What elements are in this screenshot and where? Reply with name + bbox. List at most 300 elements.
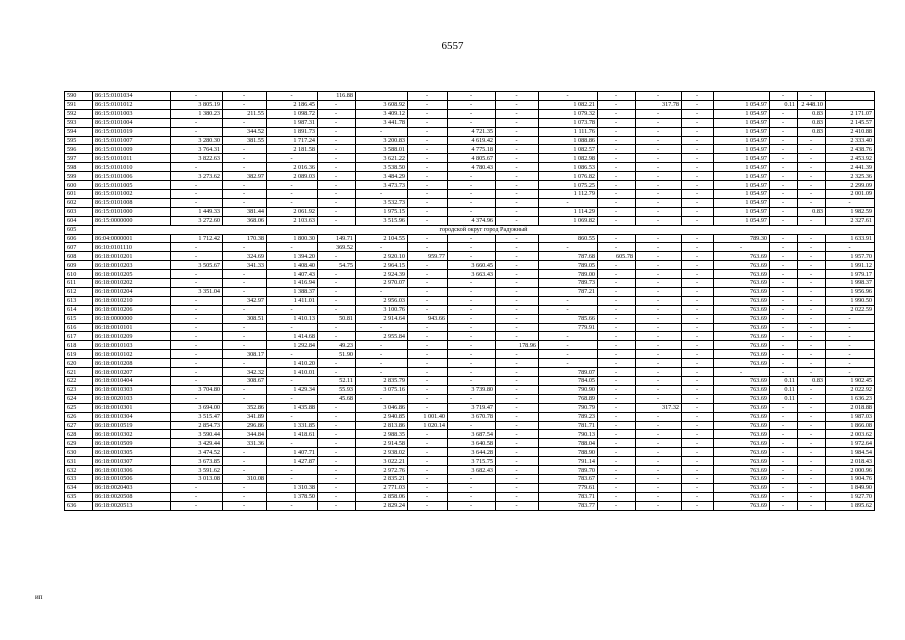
value-cell: -	[770, 412, 798, 421]
table-row	[65, 145, 875, 154]
value-cell: 3 351.04	[171, 287, 223, 296]
table-row	[65, 109, 875, 118]
value-cell: 1 388.37	[267, 287, 318, 296]
value-cell: -	[496, 421, 539, 430]
value-cell: -	[682, 154, 714, 163]
value-cell: -	[267, 474, 318, 483]
value-cell: 0.11	[770, 100, 798, 109]
value-cell: -	[448, 341, 496, 350]
value-cell: -	[770, 216, 798, 225]
value-cell: -	[171, 163, 223, 172]
value-cell: -	[318, 403, 356, 412]
value-cell: -	[682, 279, 714, 288]
value-cell: 2 103.63	[267, 216, 318, 225]
value-cell: 768.89	[539, 394, 598, 403]
value-cell: -	[770, 430, 798, 439]
cadastral-code: 86:18:0010307	[93, 457, 171, 466]
row-number: 635	[65, 492, 93, 501]
value-cell: 341.89	[223, 412, 267, 421]
value-cell: -	[496, 216, 539, 225]
value-cell: -	[318, 448, 356, 457]
value-cell: -	[408, 368, 448, 377]
value-cell: 1 082.57	[539, 145, 598, 154]
value-cell: -	[682, 287, 714, 296]
value-cell: -	[682, 430, 714, 439]
row-number: 620	[65, 359, 93, 368]
value-cell: -	[318, 421, 356, 430]
value-cell: 2 988.35	[356, 430, 408, 439]
row-number: 609	[65, 261, 93, 270]
value-cell: -	[171, 377, 223, 386]
value-cell: -	[318, 359, 356, 368]
value-cell: 52.11	[318, 377, 356, 386]
value-cell: 791.14	[539, 457, 598, 466]
value-cell: -	[682, 100, 714, 109]
value-cell: 3 013.08	[171, 474, 223, 483]
value-cell: 2 813.86	[356, 421, 408, 430]
value-cell: -	[636, 412, 682, 421]
value-cell: -	[598, 394, 636, 403]
cadastral-code: 86:15:0101003	[93, 109, 171, 118]
value-cell: -	[539, 359, 598, 368]
value-cell: -	[408, 136, 448, 145]
value-cell: -	[826, 323, 875, 332]
value-cell: 1 927.70	[826, 492, 875, 501]
value-cell: -	[598, 466, 636, 475]
value-cell: 1 975.15	[356, 207, 408, 216]
value-cell: -	[267, 501, 318, 510]
value-cell: -	[448, 189, 496, 198]
value-cell: -	[598, 198, 636, 207]
value-cell: 1 054.97	[714, 100, 770, 109]
value-cell: 2 858.06	[356, 492, 408, 501]
value-cell: -	[171, 270, 223, 279]
value-cell: 3 075.16	[356, 385, 408, 394]
value-cell: -	[770, 341, 798, 350]
cadastral-code: 86:18:0010207	[93, 368, 171, 377]
value-cell: 3 100.76	[356, 305, 408, 314]
value-cell: -	[356, 368, 408, 377]
value-cell: -	[682, 252, 714, 261]
value-cell: -	[318, 216, 356, 225]
value-cell: 763.69	[714, 483, 770, 492]
table-row	[65, 332, 875, 341]
value-cell: -	[267, 350, 318, 359]
table-row	[65, 368, 875, 377]
table-row	[65, 163, 875, 172]
value-cell: -	[448, 109, 496, 118]
value-cell: 310.08	[223, 474, 267, 483]
value-cell: -	[496, 279, 539, 288]
value-cell: 763.69	[714, 323, 770, 332]
value-cell: -	[636, 421, 682, 430]
value-cell: -	[496, 136, 539, 145]
value-cell: 54.75	[318, 261, 356, 270]
row-number: 619	[65, 350, 93, 359]
value-cell: -	[496, 243, 539, 252]
value-cell: -	[770, 207, 798, 216]
value-cell: -	[267, 92, 318, 101]
value-cell: 3 640.58	[448, 439, 496, 448]
table-row	[65, 252, 875, 261]
value-cell: 763.69	[714, 394, 770, 403]
cadastral-code: 86:04:0000001	[93, 234, 171, 243]
value-cell: -	[318, 252, 356, 261]
value-cell: -	[636, 359, 682, 368]
value-cell: 2 829.24	[356, 501, 408, 510]
value-cell: -	[770, 439, 798, 448]
value-cell: 1 407.43	[267, 270, 318, 279]
value-cell: -	[598, 350, 636, 359]
value-cell: 3 591.62	[171, 466, 223, 475]
value-cell: 0.11	[770, 385, 798, 394]
value-cell: 3 694.00	[171, 403, 223, 412]
value-cell: -	[636, 118, 682, 127]
value-cell: 2 061.92	[267, 207, 318, 216]
value-cell: -	[408, 350, 448, 359]
value-cell: 2 181.58	[267, 145, 318, 154]
value-cell: -	[318, 270, 356, 279]
value-cell: 1 414.68	[267, 332, 318, 341]
value-cell: -	[267, 466, 318, 475]
value-cell: 1 972.64	[826, 439, 875, 448]
value-cell: -	[448, 198, 496, 207]
row-number: 628	[65, 430, 93, 439]
value-cell: 45.68	[318, 394, 356, 403]
value-cell: -	[448, 501, 496, 510]
table-row	[65, 181, 875, 190]
value-cell: 790.13	[539, 430, 598, 439]
value-cell: -	[267, 394, 318, 403]
value-cell: 1 054.97	[714, 189, 770, 198]
table-row	[65, 279, 875, 288]
value-cell: 1 076.82	[539, 172, 598, 181]
value-cell: 1 891.73	[267, 127, 318, 136]
value-cell: 1 717.24	[267, 136, 318, 145]
value-cell: 3 739.80	[448, 385, 496, 394]
row-number: 630	[65, 448, 93, 457]
value-cell: 308.17	[223, 350, 267, 359]
value-cell: -	[496, 198, 539, 207]
cadastral-value-table	[64, 91, 875, 511]
value-cell: 787.21	[539, 287, 598, 296]
table-row	[65, 323, 875, 332]
value-cell: -	[318, 279, 356, 288]
value-cell: -	[267, 189, 318, 198]
value-cell: -	[798, 430, 826, 439]
value-cell: 1 069.82	[539, 216, 598, 225]
value-cell: -	[318, 439, 356, 448]
value-cell: -	[448, 172, 496, 181]
value-cell: -	[682, 145, 714, 154]
value-cell: 1 054.97	[714, 163, 770, 172]
table-row	[65, 403, 875, 412]
value-cell: -	[496, 92, 539, 101]
value-cell: -	[223, 163, 267, 172]
value-cell: 763.69	[714, 261, 770, 270]
value-cell: 2 145.57	[826, 118, 875, 127]
table-row	[65, 136, 875, 145]
value-cell: -	[408, 216, 448, 225]
value-cell: 1 849.90	[826, 483, 875, 492]
cadastral-code: 86:18:0010519	[93, 421, 171, 430]
cadastral-code: 86:15:0101034	[93, 92, 171, 101]
value-cell: 178.96	[496, 341, 539, 350]
value-cell: -	[318, 287, 356, 296]
value-cell: -	[682, 412, 714, 421]
value-cell: 2 022.92	[826, 385, 875, 394]
value-cell: -	[770, 109, 798, 118]
value-cell: 0.83	[798, 118, 826, 127]
value-cell: -	[682, 377, 714, 386]
value-cell: -	[826, 198, 875, 207]
value-cell: -	[356, 189, 408, 198]
value-cell: -	[798, 466, 826, 475]
value-cell: -	[539, 341, 598, 350]
value-cell: -	[770, 154, 798, 163]
value-cell: 1 957.70	[826, 252, 875, 261]
value-cell: 943.66	[408, 314, 448, 323]
value-cell: -	[598, 430, 636, 439]
value-cell: -	[798, 287, 826, 296]
value-cell: 50.81	[318, 314, 356, 323]
value-cell: -	[682, 109, 714, 118]
value-cell: -	[318, 109, 356, 118]
value-cell: -	[318, 457, 356, 466]
value-cell: 1 990.50	[826, 296, 875, 305]
value-cell: 341.33	[223, 261, 267, 270]
value-cell: -	[598, 483, 636, 492]
value-cell: -	[408, 439, 448, 448]
value-cell: -	[496, 163, 539, 172]
row-number: 614	[65, 305, 93, 314]
value-cell: -	[408, 127, 448, 136]
value-cell: 116.88	[318, 92, 356, 101]
value-cell: -	[496, 466, 539, 475]
value-cell: -	[223, 341, 267, 350]
table-row	[65, 100, 875, 109]
value-cell: -	[598, 109, 636, 118]
value-cell: -	[408, 403, 448, 412]
value-cell: 1 394.20	[267, 252, 318, 261]
value-cell: -	[496, 154, 539, 163]
value-cell: 1 054.97	[714, 181, 770, 190]
value-cell: -	[798, 172, 826, 181]
value-cell: -	[318, 207, 356, 216]
value-cell: -	[171, 492, 223, 501]
value-cell: -	[448, 181, 496, 190]
value-cell: 344.84	[223, 430, 267, 439]
value-cell: -	[408, 100, 448, 109]
value-cell: -	[682, 198, 714, 207]
value-cell: 296.86	[223, 421, 267, 430]
value-cell: 0.83	[798, 377, 826, 386]
row-number: 593	[65, 118, 93, 127]
value-cell: -	[770, 501, 798, 510]
value-cell: 3 200.83	[356, 136, 408, 145]
table-row	[65, 457, 875, 466]
value-cell: -	[798, 492, 826, 501]
value-cell: 1 075.25	[539, 181, 598, 190]
value-cell: 1 449.33	[171, 207, 223, 216]
value-cell: -	[636, 430, 682, 439]
row-number: 602	[65, 198, 93, 207]
table-row	[65, 501, 875, 510]
value-cell: -	[408, 332, 448, 341]
value-cell: 763.69	[714, 474, 770, 483]
value-cell: -	[798, 439, 826, 448]
value-cell: -	[598, 323, 636, 332]
table-row	[65, 189, 875, 198]
value-cell: -	[356, 359, 408, 368]
value-cell: 3 505.67	[171, 261, 223, 270]
value-cell: 1 418.61	[267, 430, 318, 439]
value-cell: -	[408, 261, 448, 270]
value-cell: 2 333.40	[826, 136, 875, 145]
value-cell: -	[267, 198, 318, 207]
value-cell: -	[798, 314, 826, 323]
value-cell: -	[318, 305, 356, 314]
value-cell: -	[539, 305, 598, 314]
value-cell: -	[598, 296, 636, 305]
value-cell: -	[356, 323, 408, 332]
value-cell: 1 979.17	[826, 270, 875, 279]
value-cell: -	[636, 243, 682, 252]
value-cell	[714, 92, 770, 101]
value-cell: -	[539, 92, 598, 101]
value-cell: 51.90	[318, 350, 356, 359]
value-cell: -	[598, 501, 636, 510]
value-cell: -	[798, 296, 826, 305]
value-cell: -	[496, 252, 539, 261]
value-cell: 2 299.09	[826, 181, 875, 190]
value-cell: 2 022.59	[826, 305, 875, 314]
value-cell: 2 018.88	[826, 403, 875, 412]
row-number: 590	[65, 92, 93, 101]
value-cell: -	[682, 501, 714, 510]
value-cell: 779.91	[539, 323, 598, 332]
value-cell: -	[682, 305, 714, 314]
value-cell: 763.69	[714, 350, 770, 359]
value-cell: -	[448, 421, 496, 430]
value-cell: 2 016.36	[267, 163, 318, 172]
table-row	[65, 359, 875, 368]
value-cell: -	[448, 377, 496, 386]
value-cell: -	[318, 136, 356, 145]
value-cell: -	[682, 92, 714, 101]
value-cell: 2 938.02	[356, 448, 408, 457]
value-cell: -	[171, 323, 223, 332]
value-cell: 2 186.45	[267, 100, 318, 109]
value-cell: -	[798, 154, 826, 163]
value-cell: -	[798, 474, 826, 483]
value-cell: -	[682, 421, 714, 430]
value-cell: -	[496, 385, 539, 394]
value-cell: -	[826, 314, 875, 323]
cadastral-code: 86:18:0010509	[93, 439, 171, 448]
value-cell: 1 984.54	[826, 448, 875, 457]
value-cell: 3 532.73	[356, 198, 408, 207]
row-number: 611	[65, 279, 93, 288]
value-cell: -	[682, 492, 714, 501]
cadastral-code: 86:18:0010203	[93, 261, 171, 270]
value-cell	[826, 92, 875, 101]
value-cell: -	[496, 350, 539, 359]
value-cell: -	[448, 305, 496, 314]
value-cell: 763.69	[714, 359, 770, 368]
value-cell: -	[171, 92, 223, 101]
value-cell: -	[770, 323, 798, 332]
value-cell: -	[770, 359, 798, 368]
value-cell: -	[223, 448, 267, 457]
value-cell: -	[636, 163, 682, 172]
value-cell: 779.61	[539, 483, 598, 492]
value-cell: -	[408, 92, 448, 101]
value-cell: -	[171, 198, 223, 207]
row-number: 623	[65, 385, 93, 394]
value-cell: -	[682, 127, 714, 136]
value-cell: -	[682, 207, 714, 216]
value-cell: -	[598, 457, 636, 466]
value-cell: 1 991.12	[826, 261, 875, 270]
value-cell: -	[171, 279, 223, 288]
cadastral-code: 86:18:0010302	[93, 430, 171, 439]
cadastral-code: 86:15:0101009	[93, 145, 171, 154]
value-cell: -	[598, 439, 636, 448]
value-cell: -	[496, 296, 539, 305]
value-cell: -	[408, 341, 448, 350]
value-cell: -	[636, 287, 682, 296]
value-cell: 1 088.86	[539, 136, 598, 145]
cadastral-code: 86:15:0101004	[93, 118, 171, 127]
value-cell: -	[770, 136, 798, 145]
value-cell: -	[496, 359, 539, 368]
value-cell: 1 098.72	[267, 109, 318, 118]
value-cell: -	[496, 109, 539, 118]
value-cell: 4 619.42	[448, 136, 496, 145]
value-cell: 1 331.85	[267, 421, 318, 430]
value-cell: -	[539, 350, 598, 359]
value-cell: 783.71	[539, 492, 598, 501]
value-cell: 2 410.88	[826, 127, 875, 136]
value-cell: -	[598, 377, 636, 386]
value-cell: 790.79	[539, 403, 598, 412]
value-cell: -	[636, 109, 682, 118]
value-cell: 1 054.97	[714, 127, 770, 136]
cadastral-code: 86:15:0101019	[93, 127, 171, 136]
value-cell: -	[223, 466, 267, 475]
value-cell: -	[598, 448, 636, 457]
value-cell: 1 054.97	[714, 207, 770, 216]
cadastral-code: 86:15:0101008	[93, 198, 171, 207]
value-cell: 2 955.84	[356, 332, 408, 341]
row-number: 629	[65, 439, 93, 448]
value-cell: -	[770, 261, 798, 270]
row-number: 605	[65, 225, 93, 234]
table-row	[65, 207, 875, 216]
value-cell: 2 003.62	[826, 430, 875, 439]
value-cell: -	[770, 296, 798, 305]
value-cell: 1 429.34	[267, 385, 318, 394]
value-cell: 789.07	[539, 368, 598, 377]
value-cell: -	[448, 350, 496, 359]
value-cell: -	[448, 492, 496, 501]
value-cell: 763.69	[714, 279, 770, 288]
value-cell: -	[798, 385, 826, 394]
value-cell: 0.11	[770, 377, 798, 386]
value-cell: 342.97	[223, 296, 267, 305]
value-cell: -	[318, 154, 356, 163]
